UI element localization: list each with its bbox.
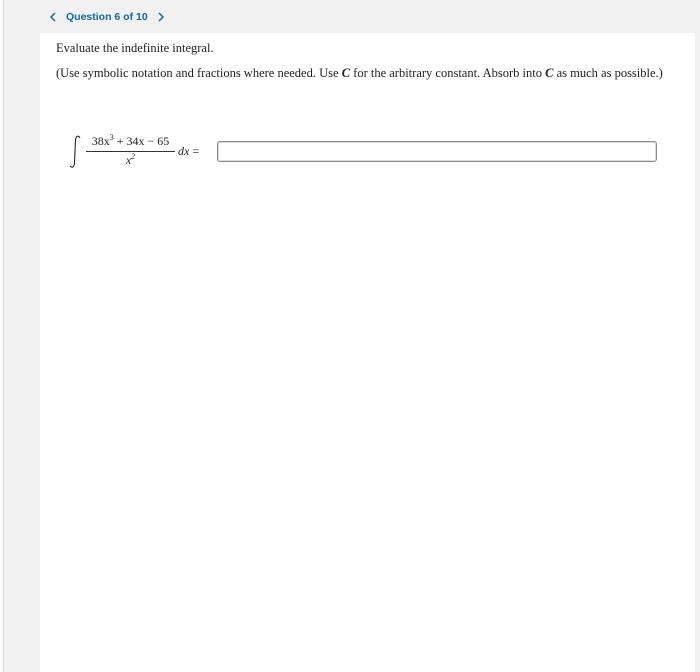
integrand-fraction bbox=[86, 134, 175, 166]
integral-sign-icon bbox=[68, 135, 82, 169]
constant-c: C bbox=[545, 66, 554, 80]
question-instruction: Evaluate the indefinite integral. bbox=[56, 41, 214, 55]
question-panel bbox=[40, 33, 695, 672]
differential-dx: dx = bbox=[178, 144, 200, 158]
fraction-numerator: $38x^3 + 34x - 65$ bbox=[91, 133, 170, 148]
question-navigation bbox=[46, 8, 168, 26]
constant-c: C bbox=[341, 66, 351, 80]
question-counter: Question 6 of 10 bbox=[66, 11, 148, 23]
fraction-denominator: $x^2$ bbox=[125, 152, 136, 167]
chevron-left-icon bbox=[49, 12, 57, 22]
chevron-right-icon bbox=[157, 12, 165, 22]
answer-input[interactable] bbox=[217, 141, 657, 162]
left-sidebar-strip bbox=[0, 0, 4, 672]
previous-question-button[interactable] bbox=[46, 10, 60, 24]
next-question-button[interactable] bbox=[154, 10, 168, 24]
question-note: (Use symbolic notation and fractions where needed. Use C for the arbitrary constant. Absorb into C as much as possible.) bbox=[56, 66, 663, 80]
